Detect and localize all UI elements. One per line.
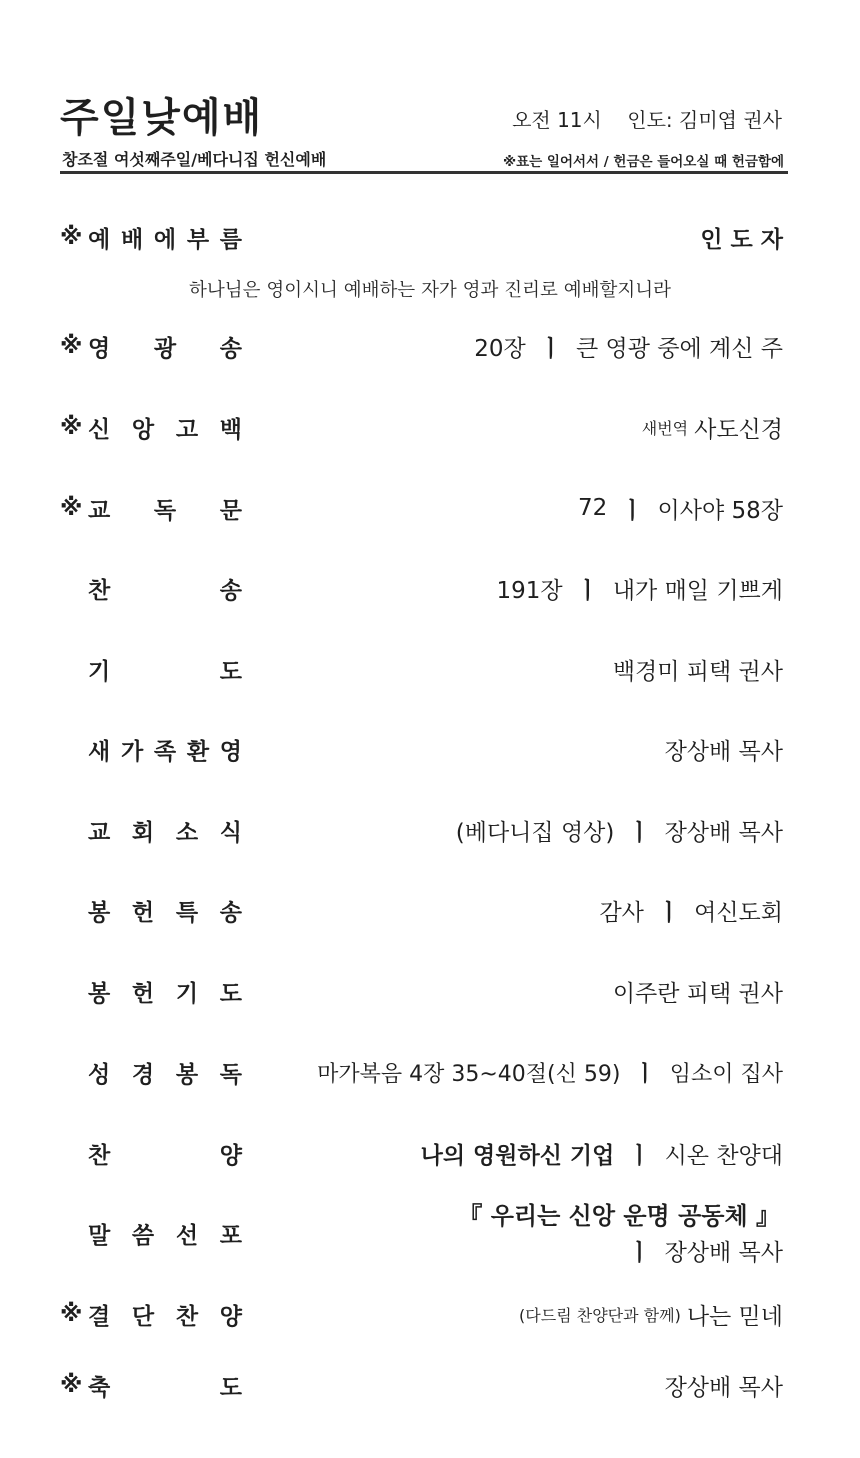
label-char: 결 [88, 1303, 111, 1330]
label-char: 포 [219, 1222, 242, 1249]
order-value: 장상배 목사 [664, 1374, 783, 1401]
label-char: 영 [88, 335, 111, 362]
order-label [88, 653, 242, 686]
service-subtitle: 창조절 여섯째주일/베다니집 헌신예배 [62, 150, 327, 169]
order-label [88, 733, 242, 766]
standing-mark: ※ [60, 1301, 83, 1327]
order-item-welcome [60, 729, 783, 769]
label-char: 도 [219, 658, 242, 685]
translation-note: 새번역 [641, 418, 689, 438]
song-title: 감사 [599, 899, 644, 926]
order-label [88, 1217, 242, 1250]
standing-mark: ※ [60, 224, 83, 250]
reader: 임소이 집사 [669, 1061, 783, 1087]
order-value: 사도신경 [694, 416, 783, 443]
service-time: 오전 11시 [512, 108, 602, 132]
sermon-title: 『 우리는 신앙 운명 공동체 』 [458, 1202, 780, 1230]
order-value: 인 도 자 [700, 226, 783, 253]
label-char: 말 [88, 1222, 111, 1249]
order-item-anthem [60, 1133, 783, 1173]
label-char: 헌 [131, 899, 155, 926]
order-value: (베다니집 영상) [455, 819, 615, 846]
order-label [88, 1369, 242, 1402]
scripture-passage: 마가복음 4장 35~40절(신 59) [317, 1061, 621, 1087]
performer-note: (다드림 찬양단과 함께) [519, 1305, 681, 1325]
label-char: 송 [219, 899, 242, 926]
standing-mark: ※ [60, 1372, 83, 1398]
separator: ㅣ [628, 819, 651, 846]
choir: 시온 찬양대 [664, 1142, 783, 1169]
service-leader: 인도: 김미엽 권사 [627, 108, 782, 132]
label-char: 예 [88, 226, 111, 253]
anthem-title: 나의 영원하신 기업 [420, 1142, 615, 1169]
label-char: 신 [88, 416, 111, 443]
order-label [88, 894, 242, 927]
label-char: 교 [88, 819, 111, 846]
hymn-number: 191장 [496, 577, 563, 604]
sermon-preacher-line [628, 1234, 783, 1267]
label-char: 식 [219, 819, 242, 846]
label-char: 문 [219, 497, 242, 524]
service-info [512, 104, 782, 133]
separator: ㅣ [628, 1142, 651, 1169]
order-value: 장상배 목사 [664, 738, 783, 765]
order-item-responsive-reading [60, 488, 783, 528]
label-char: 도 [219, 1374, 242, 1401]
order-label [88, 1298, 242, 1331]
order-item-offering-prayer [60, 971, 783, 1011]
performer: 여신도회 [694, 899, 783, 926]
label-char: 봉 [88, 980, 111, 1007]
label-char: 도 [219, 980, 242, 1007]
label-char: 족 [153, 738, 177, 765]
order-label [88, 221, 242, 254]
order-presenter: 장상배 목사 [664, 819, 783, 846]
label-char: 독 [219, 1061, 242, 1088]
label-char: 광 [153, 335, 177, 362]
label-char: 양 [219, 1142, 242, 1169]
label-char: 새 [88, 738, 111, 765]
order-item-call-to-worship [60, 217, 783, 257]
standing-notice: ※표는 일어서서 / 헌금은 들어오실 때 헌금함에 [503, 154, 784, 170]
reading-number: 72 [578, 495, 608, 521]
separator: ㅣ [539, 335, 562, 362]
label-char: 선 [175, 1222, 199, 1249]
label-char: 송 [219, 577, 242, 604]
label-char: 독 [153, 497, 177, 524]
order-label [88, 1056, 242, 1089]
label-char: 앙 [131, 416, 155, 443]
order-label [88, 330, 242, 363]
hymn-title: 큰 영광 중에 계신 주 [576, 335, 783, 362]
order-item-prayer [60, 649, 783, 689]
order-item-benediction [60, 1365, 783, 1405]
separator: ㅣ [628, 1240, 651, 1266]
label-char: 백 [219, 416, 242, 443]
order-item-gloria [60, 326, 783, 366]
standing-mark: ※ [60, 414, 83, 440]
label-char: 찬 [88, 1142, 111, 1169]
order-item-announcements [60, 810, 783, 850]
order-value: 백경미 피택 권사 [612, 658, 783, 685]
label-char: 에 [153, 226, 177, 253]
preacher: 장상배 목사 [664, 1240, 783, 1266]
label-char: 양 [219, 1303, 242, 1330]
label-char: 성 [88, 1061, 111, 1088]
label-char: 찬 [88, 577, 111, 604]
separator: ㅣ [621, 497, 644, 524]
label-char: 찬 [175, 1303, 199, 1330]
page-title: 주일낮예배 [60, 95, 264, 141]
song-title: 나는 믿네 [686, 1303, 783, 1330]
order-label [88, 975, 242, 1008]
label-char: 환 [186, 738, 210, 765]
order-item-response-song [60, 1294, 783, 1334]
separator: ㅣ [576, 577, 599, 604]
label-char: 소 [175, 819, 199, 846]
order-label [88, 411, 242, 444]
order-label [88, 1137, 242, 1170]
order-item-creed [60, 407, 783, 447]
label-char: 부 [186, 226, 210, 253]
label-char: 기 [175, 980, 199, 1007]
label-char: 헌 [131, 980, 155, 1007]
label-char: 배 [120, 226, 144, 253]
label-char: 회 [131, 819, 155, 846]
separator: ㅣ [657, 899, 681, 926]
label-char: 고 [175, 416, 199, 443]
label-char: 단 [131, 1303, 155, 1330]
order-value: 이주란 피택 권사 [612, 980, 783, 1007]
order-item-offering-song [60, 890, 783, 930]
label-char: 교 [88, 497, 111, 524]
label-char: 영 [219, 738, 242, 765]
order-label [88, 572, 242, 605]
label-char: 경 [131, 1061, 155, 1088]
label-char: 가 [120, 738, 144, 765]
header-divider [60, 171, 788, 174]
separator: ㅣ [634, 1061, 656, 1087]
hymn-title: 내가 매일 기쁘게 [612, 577, 783, 604]
label-char: 봉 [88, 899, 111, 926]
label-char: 특 [175, 899, 199, 926]
order-label [88, 814, 242, 847]
label-char: 봉 [175, 1061, 199, 1088]
order-item-hymn [60, 568, 783, 608]
hymn-number: 20장 [474, 335, 526, 362]
order-label [88, 492, 242, 525]
label-char: 씀 [131, 1222, 155, 1249]
scripture-verse: 하나님은 영이시니 예배하는 자가 영과 진리로 예배할지니라 [188, 280, 672, 301]
order-item-scripture-reading [60, 1052, 783, 1092]
standing-mark: ※ [60, 495, 83, 521]
label-char: 름 [219, 226, 242, 253]
standing-mark: ※ [60, 333, 83, 359]
label-char: 기 [88, 658, 111, 685]
label-char: 축 [88, 1374, 111, 1401]
reading-passage: 이사야 58장 [657, 497, 783, 524]
label-char: 송 [219, 335, 242, 362]
